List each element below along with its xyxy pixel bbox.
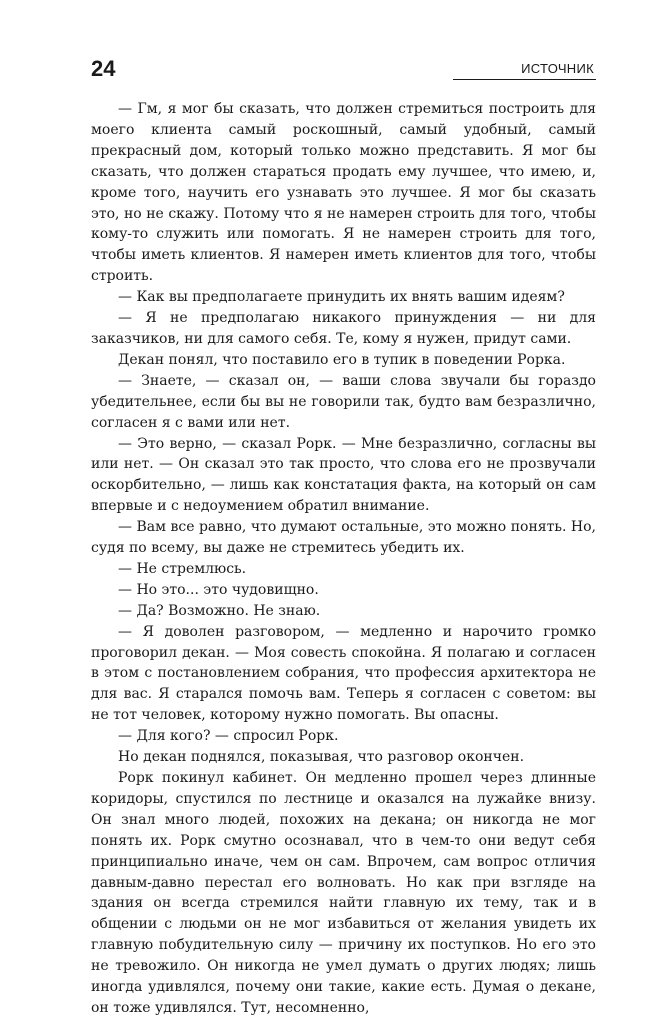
paragraph: — Для кого? — спросил Рорк. xyxy=(118,728,339,745)
running-title: ИСТОЧНИК xyxy=(521,61,594,76)
paragraph: — Я не предполагаю никакого принуждения — ни для заказчиков, ни для самого себя. Те, кому я нужен, придут сами. xyxy=(91,310,596,347)
header-rule xyxy=(453,79,596,80)
paragraph: — Но это... это чудовищно. xyxy=(118,581,319,598)
paragraph: — Да? Возможно. Не знаю. xyxy=(118,602,321,619)
paragraph: — Не стремлюсь. xyxy=(118,560,247,577)
paragraph: Рорк покинул кабинет. Он медленно прошел через длинные коридоры, спустился по лестнице и оказался на лужайке внизу. Он знал много людей, похожих на декана; он никогда не мог понять их. Рорк смутно осознавал, что в чем-то они ведут себя принципиально иначе, чем он сам. Впрочем, сам вопрос отличия давным-давно перестал его волновать. Но как при взгляде на здания он всегда стремился найти главную их тему, так и в общении с людьми он не мог избавиться от желания увидеть их главную побудительную силу — причину их поступков. Но его это не тревожило. Он никогда не умел думать о других людях; лишь иногда удивлялся, почему они такие, какие есть. Думая о декане, он тоже удивлялся. Тут, несомненно, xyxy=(91,770,596,1016)
paragraph: — Вам все равно, что думают остальные, это можно понять. Но, судя по всему, вы даже не стремитесь убедить их. xyxy=(91,519,596,557)
paragraph: Но декан поднялся, показывая, что разговор окончен. xyxy=(118,749,525,766)
paragraph: — Это верно, — сказал Рорк. — Мне безразлично, согласны вы или нет. — Он сказал это так просто, что слова его не прозвучали оскорбительно, — лишь как констатация факта, на который он сам впервые и с недоумением обратил внимание. xyxy=(91,435,596,515)
paragraph: — Знаете, — сказал он, — ваши слова звучали бы гораздо убедительнее, если бы вы не говорили так, будто вам безразлично, согласен я с вами или нет. xyxy=(91,372,596,431)
paragraph: — Гм, я мог бы сказать, что должен стремиться построить для моего клиента самый роскошный, самый удобный, самый прекрасный дом, который только можно представить. Я мог бы сказать, что должен стараться продать ему лучшее, что имею, и, кроме того, научить его узнавать это лучшее. Я мог бы сказать это, но не скажу. Потому что я не намерен строить для того, чтобы кому-то служить или помогать. Я не намерен строить для того, чтобы иметь клиентов. Я намерен иметь клиентов для того, чтобы строить. xyxy=(91,101,596,285)
page-number: 24 xyxy=(91,56,116,81)
paragraph: Декан понял, что поставило его в тупик в поведении Рорка. xyxy=(118,351,566,368)
paragraph: — Я доволен разговором, — медленно и нарочито громко проговорил декан. — Моя совесть спокойна. Я полагаю и согласен в этом с постановлением собрания, что профессия архитектора не для вас. Я старался помочь вам. Теперь я согласен с советом: вы не тот человек, которому нужно помогать. Вы опасны. xyxy=(91,623,596,724)
paragraph: — Как вы предполагаете принудить их внять вашим идеям? xyxy=(118,289,565,306)
body-text xyxy=(91,99,596,1019)
